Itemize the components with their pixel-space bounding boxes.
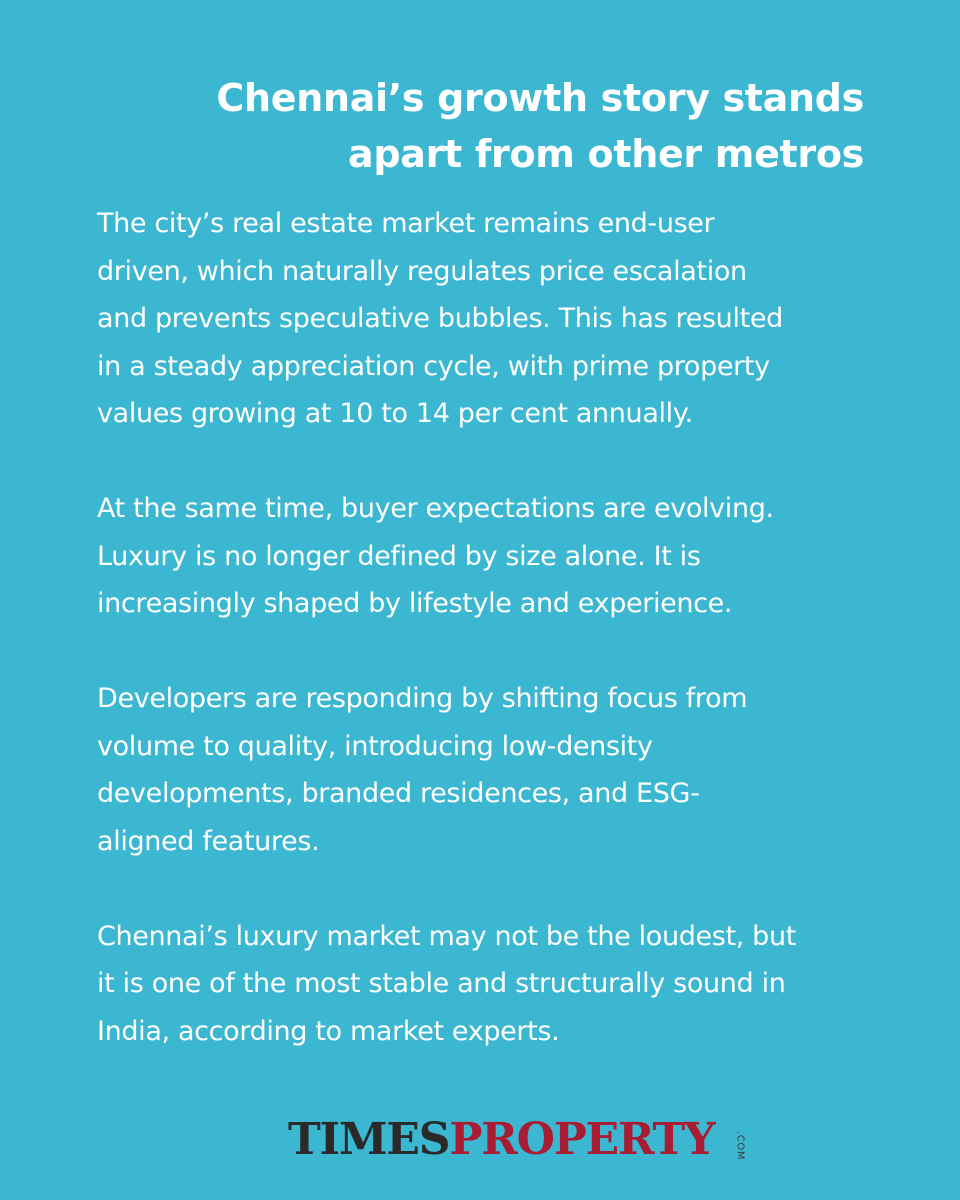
paragraph-line: driven, which naturally regulates price escalation [97,255,747,287]
paragraph-line: and prevents speculative bubbles. This has resulted [97,303,783,334]
paragraph-line: Chennai’s luxury market may not be the loudest, but [97,920,796,952]
paragraph-line: in a steady appreciation cycle, with prime property [97,350,770,382]
paragraph-line: increasingly shaped by lifestyle and experience. [97,588,733,619]
paragraph-market-overview [97,200,920,438]
logo-times-text: TIMES [288,1114,450,1165]
paragraph-developers [97,675,920,865]
logo-com-text: .COM [734,1130,746,1160]
headline-line-1: Chennai’s growth story stands [216,76,864,120]
paragraph-line: developments, branded residences, and ESG- [97,778,700,809]
paragraph-line: Developers are responding by shifting focus from [97,683,748,714]
paragraph-line: The city’s real estate market remains end-user [97,208,715,239]
headline [120,70,864,182]
paragraph-line: Luxury is no longer defined by size alone. It is [97,540,701,572]
paragraph-conclusion [97,913,920,1056]
headline-line-2: apart from other metros [348,132,864,176]
paragraph-line: it is one of the most stable and structurally sound in [97,968,786,999]
paragraph-line: volume to quality, introducing low-density [97,730,653,762]
paragraph-line: India, according to market experts. [97,1015,560,1047]
article-body [97,200,920,1103]
timesproperty-logo [288,1114,762,1165]
logo-property-text: PROPERTY [449,1114,715,1165]
paragraph-line: At the same time, buyer expectations are evolving. [97,493,774,524]
paragraph-buyer-expectations [97,485,920,628]
paragraph-line: aligned features. [97,825,320,857]
paragraph-line: values growing at 10 to 14 per cent annually. [97,398,693,429]
